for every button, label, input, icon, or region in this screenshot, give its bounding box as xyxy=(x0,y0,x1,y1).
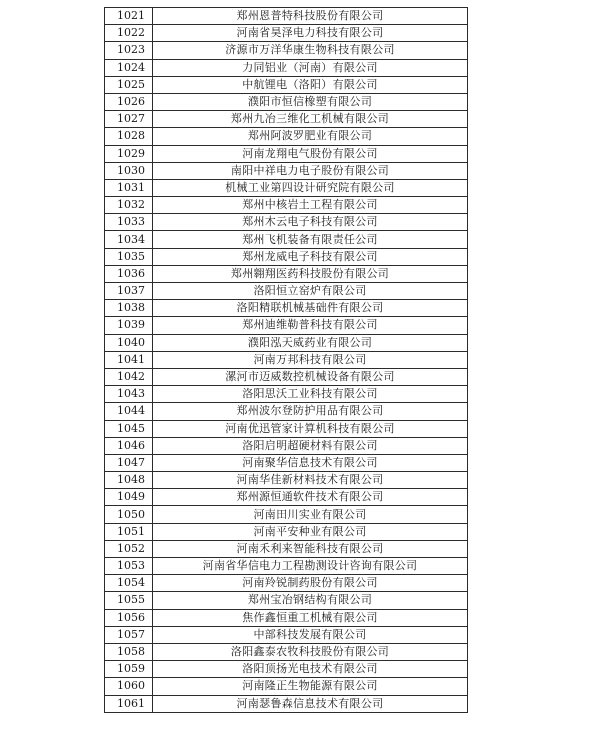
row-number-cell: 1055 xyxy=(105,592,153,609)
row-number-cell: 1050 xyxy=(105,506,153,523)
row-number-cell: 1040 xyxy=(105,334,153,351)
table-row xyxy=(105,403,468,420)
row-number-cell: 1028 xyxy=(105,128,153,145)
row-number-cell: 1048 xyxy=(105,472,153,489)
company-name-cell: 郑州九冶三维化工机械有限公司 xyxy=(153,111,468,128)
table-row xyxy=(105,351,468,368)
company-name-cell: 洛阳鑫泰农牧科技股份有限公司 xyxy=(153,643,468,660)
table-row xyxy=(105,197,468,214)
company-name-cell: 河南田川实业有限公司 xyxy=(153,506,468,523)
table-row xyxy=(105,489,468,506)
row-number-cell: 1044 xyxy=(105,403,153,420)
row-number-cell: 1047 xyxy=(105,454,153,471)
row-number-cell: 1035 xyxy=(105,248,153,265)
company-name-cell: 济源市万洋华康生物科技有限公司 xyxy=(153,42,468,59)
table-row xyxy=(105,454,468,471)
row-number-cell: 1041 xyxy=(105,351,153,368)
table-row xyxy=(105,386,468,403)
row-number-cell: 1053 xyxy=(105,558,153,575)
company-name-cell: 力同铝业（河南）有限公司 xyxy=(153,59,468,76)
table-row xyxy=(105,265,468,282)
row-number-cell: 1046 xyxy=(105,437,153,454)
row-number-cell: 1043 xyxy=(105,386,153,403)
row-number-cell: 1025 xyxy=(105,76,153,93)
company-name-cell: 洛阳恒立窑炉有限公司 xyxy=(153,283,468,300)
company-name-cell: 机械工业第四设计研究院有限公司 xyxy=(153,179,468,196)
row-number-cell: 1024 xyxy=(105,59,153,76)
company-name-cell: 焦作鑫恒重工机械有限公司 xyxy=(153,609,468,626)
company-list-table xyxy=(104,7,468,713)
row-number-cell: 1031 xyxy=(105,179,153,196)
table-row xyxy=(105,437,468,454)
table-row xyxy=(105,558,468,575)
row-number-cell: 1023 xyxy=(105,42,153,59)
company-name-cell: 洛阳思沃工业科技有限公司 xyxy=(153,386,468,403)
company-name-cell: 河南平安种业有限公司 xyxy=(153,523,468,540)
row-number-cell: 1021 xyxy=(105,8,153,25)
table-row xyxy=(105,283,468,300)
company-name-cell: 洛阳启明超硬材料有限公司 xyxy=(153,437,468,454)
row-number-cell: 1022 xyxy=(105,25,153,42)
table-row xyxy=(105,575,468,592)
row-number-cell: 1057 xyxy=(105,626,153,643)
table-row xyxy=(105,661,468,678)
table-row xyxy=(105,8,468,25)
table-row xyxy=(105,300,468,317)
table-row xyxy=(105,214,468,231)
row-number-cell: 1052 xyxy=(105,540,153,557)
table-row xyxy=(105,678,468,695)
row-number-cell: 1029 xyxy=(105,145,153,162)
row-number-cell: 1059 xyxy=(105,661,153,678)
table-row xyxy=(105,59,468,76)
company-name-cell: 郑州阿波罗肥业有限公司 xyxy=(153,128,468,145)
row-number-cell: 1027 xyxy=(105,111,153,128)
company-name-cell: 郑州迪维勒普科技有限公司 xyxy=(153,317,468,334)
company-name-cell: 濮阳泓天威药业有限公司 xyxy=(153,334,468,351)
company-name-cell: 河南羚锐制药股份有限公司 xyxy=(153,575,468,592)
row-number-cell: 1034 xyxy=(105,231,153,248)
company-name-cell: 郑州源恒通软件技术有限公司 xyxy=(153,489,468,506)
company-name-cell: 洛阳精联机械基础件有限公司 xyxy=(153,300,468,317)
table-row xyxy=(105,626,468,643)
company-name-cell: 中航锂电（洛阳）有限公司 xyxy=(153,76,468,93)
company-name-cell: 漯河市迈威数控机械设备有限公司 xyxy=(153,368,468,385)
row-number-cell: 1032 xyxy=(105,197,153,214)
company-name-cell: 南阳中祥电力电子股份有限公司 xyxy=(153,162,468,179)
table-row xyxy=(105,179,468,196)
table-row xyxy=(105,695,468,712)
table-row xyxy=(105,592,468,609)
company-name-cell: 中部科技发展有限公司 xyxy=(153,626,468,643)
company-name-cell: 洛阳顶扬光电技术有限公司 xyxy=(153,661,468,678)
table-row xyxy=(105,334,468,351)
row-number-cell: 1058 xyxy=(105,643,153,660)
company-name-cell: 河南万邦科技有限公司 xyxy=(153,351,468,368)
table-row xyxy=(105,231,468,248)
table-row xyxy=(105,368,468,385)
row-number-cell: 1045 xyxy=(105,420,153,437)
company-name-cell: 河南隆正生物能源有限公司 xyxy=(153,678,468,695)
table-row xyxy=(105,540,468,557)
table-row xyxy=(105,111,468,128)
row-number-cell: 1061 xyxy=(105,695,153,712)
row-number-cell: 1039 xyxy=(105,317,153,334)
table-row xyxy=(105,420,468,437)
company-name-cell: 河南省昊泽电力科技有限公司 xyxy=(153,25,468,42)
row-number-cell: 1054 xyxy=(105,575,153,592)
company-name-cell: 郑州中核岩土工程有限公司 xyxy=(153,197,468,214)
row-number-cell: 1037 xyxy=(105,283,153,300)
table-row xyxy=(105,643,468,660)
table-row xyxy=(105,93,468,110)
company-name-cell: 郑州龙威电子科技有限公司 xyxy=(153,248,468,265)
table-row xyxy=(105,317,468,334)
company-name-cell: 郑州飞机装备有限责任公司 xyxy=(153,231,468,248)
table-row xyxy=(105,76,468,93)
table-row xyxy=(105,25,468,42)
row-number-cell: 1038 xyxy=(105,300,153,317)
company-list-body xyxy=(105,8,468,713)
table-row xyxy=(105,162,468,179)
company-name-cell: 河南优迅管家计算机科技有限公司 xyxy=(153,420,468,437)
table-row xyxy=(105,523,468,540)
company-name-cell: 河南龙翔电气股份有限公司 xyxy=(153,145,468,162)
row-number-cell: 1049 xyxy=(105,489,153,506)
row-number-cell: 1051 xyxy=(105,523,153,540)
row-number-cell: 1030 xyxy=(105,162,153,179)
company-name-cell: 郑州波尔登防护用品有限公司 xyxy=(153,403,468,420)
company-name-cell: 郑州恩普特科技股份有限公司 xyxy=(153,8,468,25)
company-name-cell: 河南瑟鲁森信息技术有限公司 xyxy=(153,695,468,712)
table-row xyxy=(105,128,468,145)
table-row xyxy=(105,248,468,265)
table-row xyxy=(105,609,468,626)
company-name-cell: 郑州木云电子科技有限公司 xyxy=(153,214,468,231)
row-number-cell: 1033 xyxy=(105,214,153,231)
company-name-cell: 郑州翱翔医药科技股份有限公司 xyxy=(153,265,468,282)
company-name-cell: 濮阳市恒信橡塑有限公司 xyxy=(153,93,468,110)
company-name-cell: 河南华佳新材料技术有限公司 xyxy=(153,472,468,489)
table-row xyxy=(105,42,468,59)
company-name-cell: 河南聚华信息技术有限公司 xyxy=(153,454,468,471)
row-number-cell: 1026 xyxy=(105,93,153,110)
table-row xyxy=(105,472,468,489)
row-number-cell: 1060 xyxy=(105,678,153,695)
row-number-cell: 1042 xyxy=(105,368,153,385)
row-number-cell: 1056 xyxy=(105,609,153,626)
table-row xyxy=(105,145,468,162)
table-row xyxy=(105,506,468,523)
row-number-cell: 1036 xyxy=(105,265,153,282)
company-name-cell: 河南省华信电力工程勘测设计咨询有限公司 xyxy=(153,558,468,575)
company-name-cell: 郑州宝冶钢结构有限公司 xyxy=(153,592,468,609)
company-name-cell: 河南禾利来智能科技有限公司 xyxy=(153,540,468,557)
